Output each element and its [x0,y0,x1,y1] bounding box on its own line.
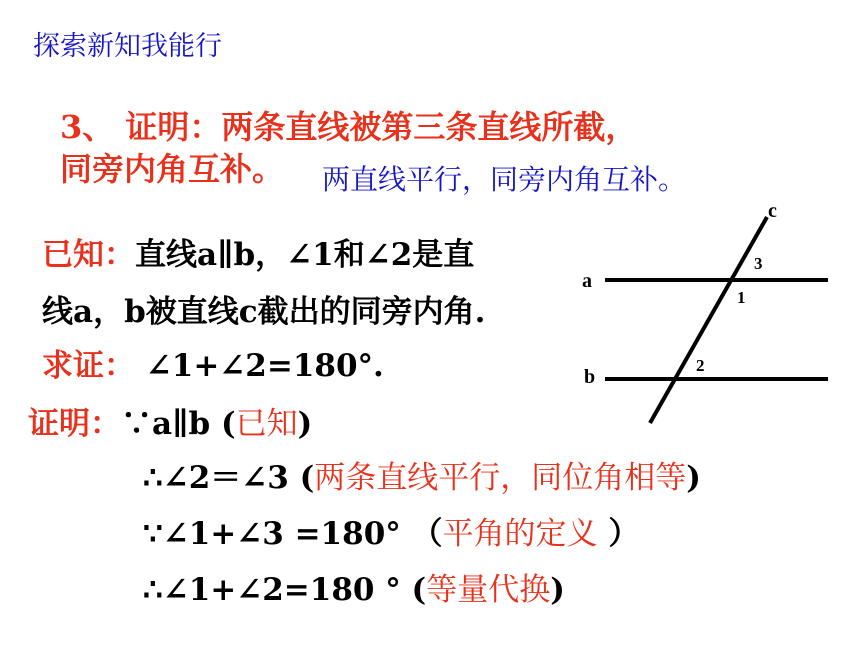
question-line-1: 3、 证明：两条直线被第三条直线所截， [60,108,638,146]
page-title: 探索新知我能行 [33,31,222,62]
line-c [650,217,767,423]
given-text-1: 直线a∥b，∠1和∠2是直 [135,237,475,273]
proof-step-4-close: ) [550,572,565,608]
proof-step-2-statement: ∴∠2＝∠3 ( [143,460,315,496]
given-line-2: 线a，b被直线c截出的同旁内角. [42,294,486,330]
proof-step-4 [143,564,565,609]
prove-text: ∠1+∠2=180°. [135,348,384,384]
proof-step-4-statement: ∴∠1+∠2=180 ° ( [143,572,427,608]
parallel-lines-figure [570,195,840,430]
proof-step-1-close: ) [297,406,313,442]
label-c: c [768,200,777,222]
proof-step-2-close: ) [686,460,701,496]
proof-step-2-reason: 两条直线平行，同位角相等 [314,460,687,496]
prove-label: 求证： [42,348,135,384]
proof-step-3-statement: ∵∠1+∠3 =180° （ [143,516,443,552]
proof-label: 证明： [28,406,121,442]
proof-step-2 [143,452,701,497]
given-line-1 [42,229,474,274]
angle-label-3: 3 [754,254,763,273]
given-label: 已知： [42,237,135,273]
proof-step-3 [143,508,639,553]
proof-step-1 [28,398,312,443]
question-line-2: 同旁内角互补。 [60,150,285,188]
angle-label-2: 2 [696,356,705,375]
proof-step-1-statement: ∵a∥b ( [121,406,236,442]
proof-step-3-close: ） [597,516,640,552]
proof-step-4-reason: 等量代换 [426,572,551,608]
label-b: b [584,366,596,388]
prove-line [42,340,384,385]
proof-step-1-reason: 已知 [235,406,298,442]
label-a: a [582,270,592,292]
proof-step-3-reason: 平角的定义 [442,516,598,552]
angle-label-1: 1 [737,288,746,307]
question-answer: 两直线平行，同旁内角互补。 [322,163,687,196]
